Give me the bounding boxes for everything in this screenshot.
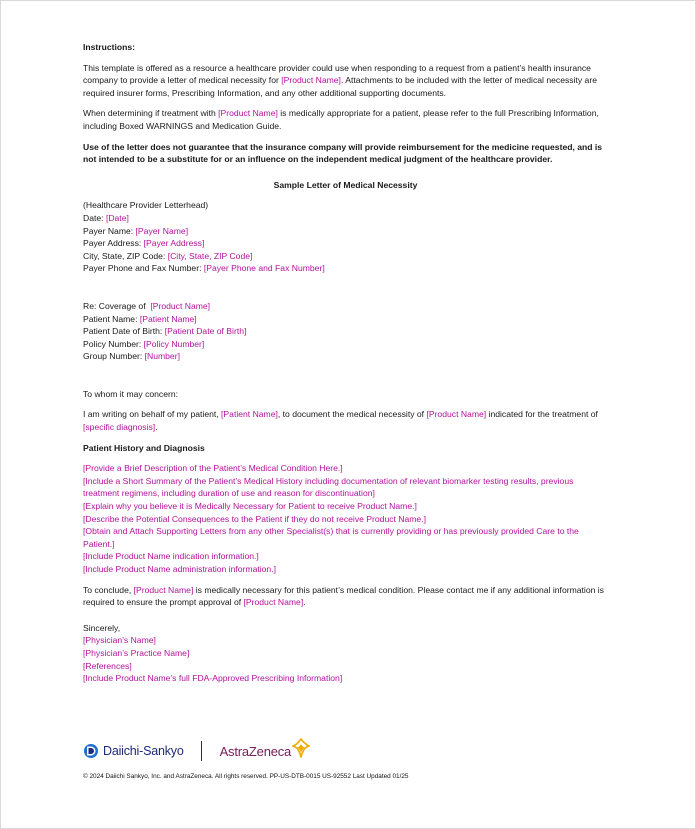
signoff-item: [References] (83, 660, 132, 671)
placeholder-city-state-zip: [City, State, ZIP Code] (167, 250, 253, 261)
text-run: . (155, 422, 158, 433)
placeholder-specific-diagnosis: [specific diagnosis] (83, 422, 156, 433)
daiichi-sankyo-logo (83, 743, 184, 759)
daiichi-sankyo-wordmark: Daiichi-Sankyo (103, 744, 184, 758)
placeholder-patient-dob: [Patient Date of Birth] (164, 326, 247, 337)
placeholder-product-name: [Product Name] (426, 409, 487, 420)
re-coverage-line (83, 300, 608, 313)
letterhead-line: (Healthcare Provider Letterhead) (83, 200, 209, 211)
closing: Sincerely, (83, 622, 121, 633)
history-item: [Include a Short Summary of the Patient’s Medical History including documentation of relevant biomarker testing results, previous treatment regimens, including duration of use and reason for discontinuation] (83, 475, 574, 499)
text-run: is medically necessary for this patient’s medical condition. Please contact me if any additional information is required to ensure the prompt approval of (83, 584, 604, 608)
text-run: To conclude, (83, 584, 134, 595)
placeholder-policy-number: [Policy Number] (143, 338, 205, 349)
field-label: Policy Number: (83, 338, 144, 349)
instructions-heading: Instructions: (83, 42, 136, 52)
astrazeneca-symbol-icon (292, 738, 310, 758)
patient-name-line (83, 313, 608, 326)
placeholder-group-number: [Number] (144, 351, 180, 362)
placeholder-product-name: [Product Name] (218, 108, 278, 119)
placeholder-payer-address: [Payer Address] (143, 238, 205, 249)
field-label: Date: (83, 212, 106, 223)
signoff-item: [Physician’s Practice Name] (83, 647, 190, 658)
letter-title: Sample Letter of Medical Necessity (273, 179, 418, 190)
policy-number-line (83, 338, 608, 351)
history-item: [Obtain and Attach Supporting Letters from any other Specialist(s) that is currently providing or has previously provided Care to the Patient.] (83, 526, 579, 549)
field-label: City, State, ZIP Code: (83, 250, 168, 261)
field-label: Patient Name: (83, 313, 140, 324)
placeholder-product-name: [Product Name] (243, 597, 304, 608)
history-item: [Include Product Name indication information.] (83, 551, 259, 562)
placeholder-date: [Date] (105, 212, 129, 223)
history-item: [Describe the Potential Consequences to the Patient if they do not receive Product Name.] (83, 513, 426, 524)
date-line (83, 212, 608, 225)
salutation: To whom it may concern: (83, 388, 179, 399)
copyright-footer: © 2024 Daiichi Sankyo, Inc. and AstraZeneca. All rights reserved. PP-US-DTB-0015 US-92552 Last Updated 01/25 (83, 773, 409, 780)
payer-address-line (83, 237, 608, 250)
text-run: is medically appropriate for a patient, please refer to the full Prescribing Information, including Boxed WARNINGS and Medication Guide. (83, 108, 599, 131)
field-label: Group Number: (83, 351, 145, 362)
patient-dob-line (83, 325, 608, 338)
intro-paragraph (83, 408, 608, 433)
astrazeneca-wordmark: AstraZeneca (219, 743, 292, 759)
history-heading: Patient History and Diagnosis (83, 442, 205, 453)
text-run: . Attachments to be included with the letter of medical necessity are required insurer forms, Prescribing Information, and any other additional supporting documents. (83, 75, 597, 98)
history-item: [Include Product Name administration information.] (83, 564, 276, 574)
text-run: indicated for the treatment of (486, 409, 598, 420)
conclusion-paragraph (83, 584, 608, 609)
payer-phone-line (83, 262, 608, 275)
placeholder-patient-name: [Patient Name] (221, 409, 278, 420)
daiichi-sankyo-mark-icon (83, 743, 99, 759)
group-number-line (83, 350, 608, 363)
field-label: Payer Phone and Fax Number: (83, 263, 204, 274)
field-label: Patient Date of Birth: (83, 326, 165, 337)
instructions-disclaimer: Use of the letter does not guarantee that the insurance company will provide reimbursement for the medicine requested, and is not intended to be a substitute for or an influence on the independent medical judgment of the healthcare provider. (83, 141, 603, 165)
field-label: Re: Coverage of (83, 300, 151, 311)
city-state-zip-line (83, 250, 608, 263)
text-run: I am writing on behalf of my patient, (83, 409, 222, 420)
astrazeneca-logo (220, 744, 311, 759)
placeholder-payer-phone: [Payer Phone and Fax Number] (203, 263, 325, 274)
history-list (83, 462, 608, 575)
placeholder-product-name: [Product Name] (133, 584, 194, 595)
history-item: [Provide a Brief Description of the Patient’s Medical Condition Here.] (83, 463, 343, 474)
instructions-paragraph-1 (83, 62, 608, 100)
text-run: When determining if treatment with (83, 108, 219, 119)
placeholder-product-name: [Product Name] (281, 75, 341, 86)
logo-divider (201, 741, 202, 761)
field-label: Payer Address: (83, 238, 144, 249)
sponsor-logos (83, 737, 310, 765)
field-label: Payer Name: (83, 225, 136, 236)
document-content (83, 41, 608, 685)
signoff-item: [Physician’s Name] (83, 635, 156, 646)
placeholder-payer-name: [Payer Name] (135, 225, 189, 236)
instructions-paragraph-2 (83, 107, 608, 132)
placeholder-patient-name: [Patient Name] (139, 313, 197, 324)
text-run: . (303, 597, 306, 608)
history-item: [Explain why you believe it is Medically Necessary for Patient to receive Product Name.] (83, 501, 417, 512)
payer-name-line (83, 225, 608, 238)
signoff-item: [Include Product Name’s full FDA-Approved Prescribing Information] (83, 673, 343, 684)
placeholder-product-name: [Product Name] (150, 300, 211, 311)
text-run: , to document the medical necessity of (277, 409, 427, 420)
text-run: This template is offered as a resource a healthcare provider could use when responding to a request from a patient’s health insurance company to provide a letter of medical necessity for (83, 62, 591, 86)
